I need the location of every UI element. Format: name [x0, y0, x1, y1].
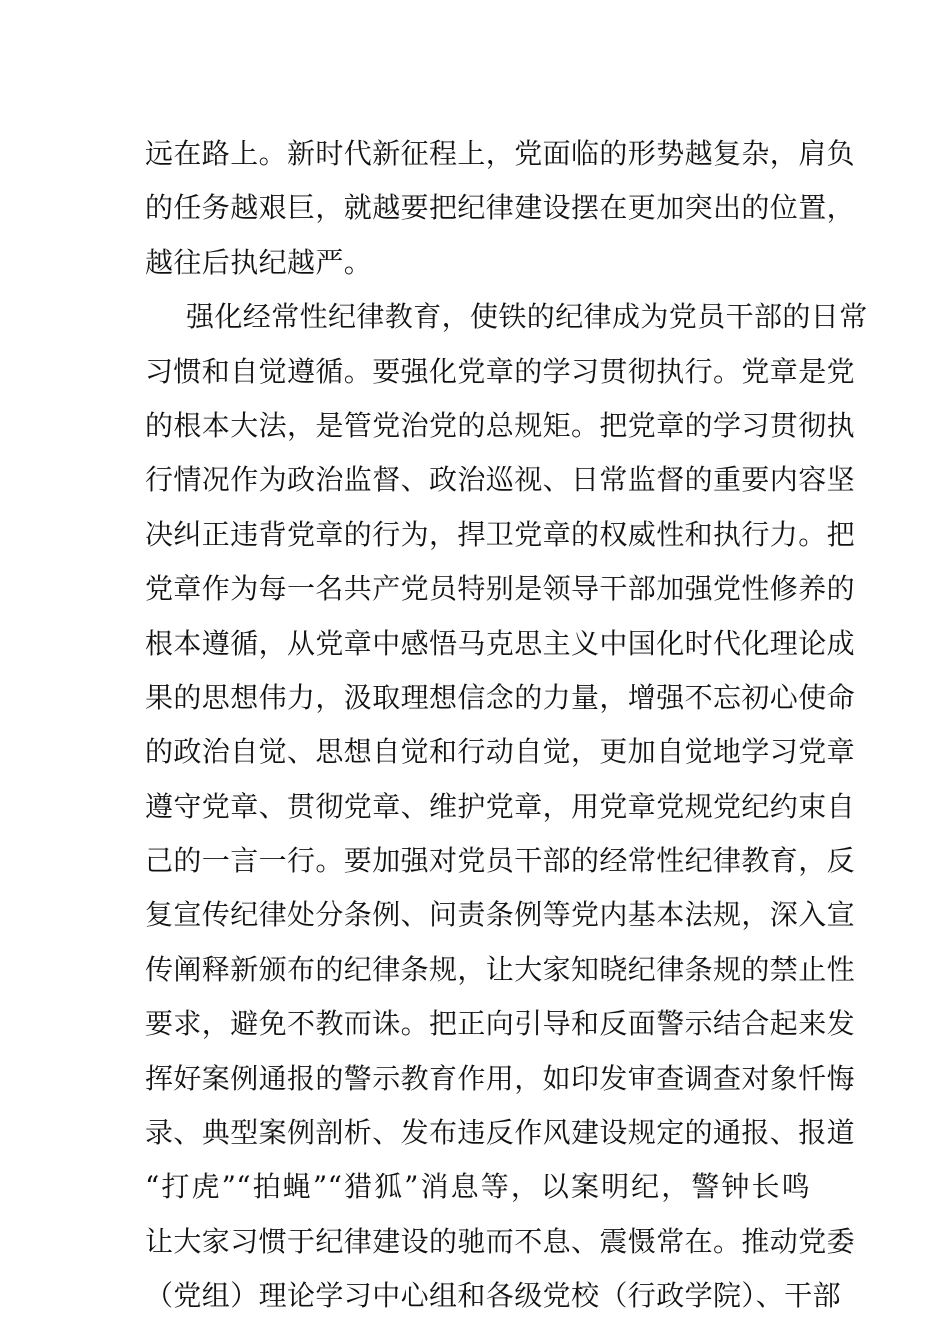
text-line: 果的思想伟力，汲取理想信念的力量，增强不忘初心使命 [145, 680, 856, 714]
text-line: （党组）理论学习中心组和各级党校（行政学院）、干部 [145, 1279, 842, 1313]
text-line: 决纠正违背党章的行为，捍卫党章的权威性和执行力。把 [145, 517, 856, 551]
text-line: 党章作为每一名共产党员特别是领导干部加强党性修养的 [145, 572, 856, 606]
text-line: “打虎”“拍蝇”“猎狐”消息等，以案明纪，警钟长鸣 [145, 1170, 810, 1204]
text-line: 越往后执纪越严。 [145, 245, 373, 279]
paragraph-first-line: 强化经常性纪律教育，使铁的纪律成为党员干部的日常 [186, 300, 868, 334]
text-line: 根本遵循，从党章中感悟马克思主义中国化时代化理论成 [145, 626, 856, 660]
text-line: 行情况作为政治监督、政治巡视、日常监督的重要内容坚 [145, 463, 856, 497]
text-line: 远在路上。新时代新征程上，党面临的形势越复杂，肩负 [145, 137, 856, 170]
text-line: 的政治自觉、思想自觉和行动自觉，更加自觉地学习党章 [145, 735, 856, 769]
text-line: 要求，避免不教而诛。把正向引导和反面警示结合起来发 [145, 1007, 856, 1041]
text-line: 的根本大法，是管党治党的总规矩。把党章的学习贯彻执 [145, 408, 856, 442]
text-line: 习惯和自觉遵循。要强化党章的学习贯彻执行。党章是党 [145, 354, 856, 388]
text-line: 挥好案例通报的警示教育作用，如印发审查调查对象忏悔 [145, 1061, 856, 1095]
text-line: 复宣传纪律处分条例、问责条例等党内基本法规，深入宣 [145, 898, 856, 932]
text-line: 让大家习惯于纪律建设的驰而不息、震慑常在。推动党委 [145, 1224, 856, 1258]
body-text [145, 127, 868, 1324]
text-line: 录、典型案例剖析、发布违反作风建设规定的通报、报道 [145, 1116, 856, 1150]
text-line: 传阐释新颁布的纪律条规，让大家知晓纪律条规的禁止性 [145, 952, 856, 986]
text-line: 遵守党章、贯彻党章、维护党章，用党章党规党纪约束自 [145, 789, 856, 823]
text-line: 己的一言一行。要加强对党员干部的经常性纪律教育，反 [145, 844, 856, 878]
text-line: 的任务越艰巨，就越要把纪律建设摆在更加突出的位置， [145, 191, 856, 225]
